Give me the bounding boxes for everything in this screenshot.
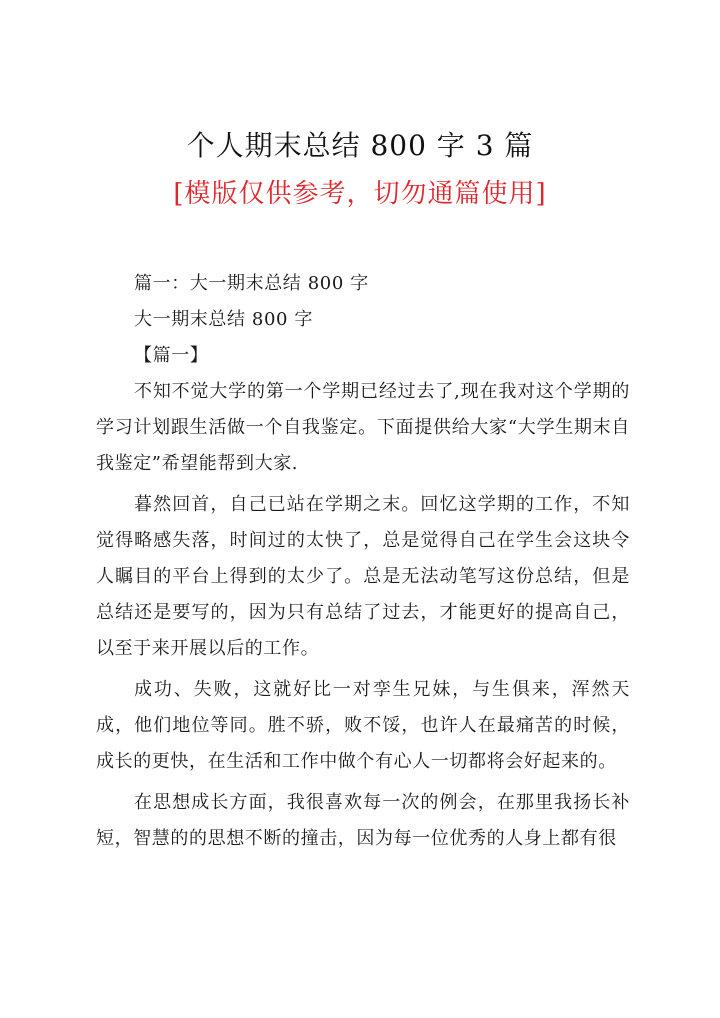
- article-subheading: 大一期末总结 800 字: [134, 309, 313, 330]
- article-heading: 篇一：大一期末总结 800 字: [134, 273, 369, 294]
- paragraph-1: 不知不觉大学的第一个学期已经过去了,现在我对这个学期的学习计划跟生活做一个自我鉴定。下面提供给大家“大学生期末自我鉴定”希望能帮到大家.: [96, 381, 630, 474]
- document-title: 个人期末总结 800 字 3 篇: [186, 129, 534, 162]
- document-body: [96, 266, 630, 862]
- paragraph-4: 在思想成长方面，我很喜欢每一次的例会，在那里我扬长补短，智慧的的思想不断的撞击，因为每一位优秀的人身上都有很: [96, 792, 630, 849]
- section-label: 【篇一】: [134, 345, 209, 366]
- paragraph-3: 成功、失败，这就好比一对孪生兄妹，与生俱来，浑然天成，他们地位等同。胜不骄，败不馁，也许人在最痛苦的时候，成长的更快，在生活和工作中做个有心人一切都将会好起来的。: [96, 679, 630, 772]
- template-disclaimer: [模版仅供参考，切勿通篇使用]: [173, 179, 547, 209]
- paragraph-2: 暮然回首，自己已站在学期之末。回忆这学期的工作，不知觉得略感失落，时间过的太快了，总是觉得自己在学生会这块令人瞩目的平台上得到的太少了。总是无法动笔写这份总结，但是总结还是要写的，因为只有总结了过去，才能更好的提高自己，以至于来开展以后的工作。: [96, 494, 630, 659]
